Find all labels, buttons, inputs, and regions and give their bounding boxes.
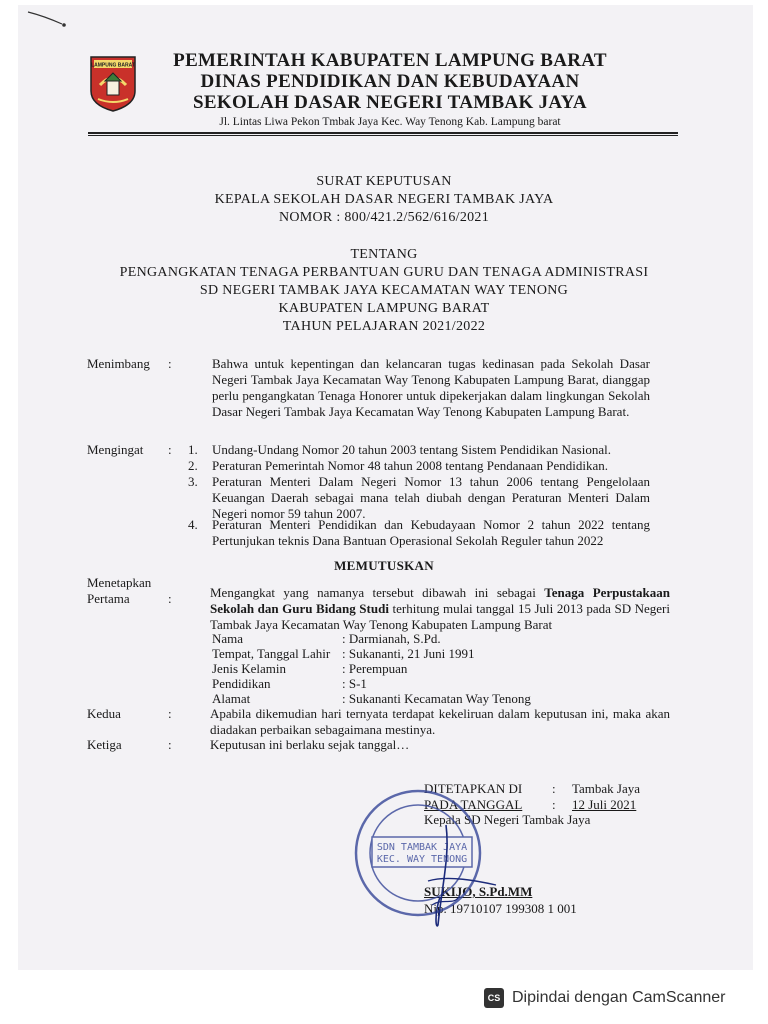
detail-value: : Darmianah, S.Pd. [342,631,441,646]
pen-mark-icon [26,8,71,28]
pertama-colon: : [168,591,172,606]
school-stamp-icon [348,785,498,935]
menimbang-text: Bahwa untuk kepentingan dan kelancaran tugas kedinasan pada Sekolah Dasar Negeri Tambak Jaya Kecamatan Way Tenong Kabupaten Lampung Barat, dianggap perlu pengangkatan Tenaga Honorer untuk dipekerjakan dalam lingkungan Sekolah Dasar Negeri Tambak Jaya Kecamatan Way Tenong Kabupaten Lampung Barat. [212,356,650,419]
camscanner-label: Dipindai dengan CamScanner [512,989,726,1006]
signatory-name: SUKIJO, S.Pd.MM [424,884,533,899]
camscanner-icon: CS [484,988,504,1008]
detail-key: Tempat, Tanggal Lahir [212,646,331,661]
signatory-position: Kepala SD Negeri Tambak Jaya [424,812,591,827]
memutuskan-heading: MEMUTUSKAN [334,558,434,573]
mengingat-label: Mengingat [87,442,144,457]
mengingat-number: 4. [188,517,198,532]
pertama-label: Pertama [87,591,130,606]
place-value: Tambak Jaya [572,781,641,796]
decree-issuer: KEPALA SEKOLAH DASAR NEGERI TAMBAK JAYA [214,192,554,207]
letterhead-divider [88,132,678,134]
pertama-text-start: Mengangkat yang namanya tersebut dibawah ini sebagai [210,585,545,600]
decree-title: SURAT KEPUTUSAN [316,174,452,189]
menimbang-colon: : [168,356,172,371]
mengingat-number: 1. [188,442,198,457]
date-value: 12 Juli 2021 [572,797,637,812]
kedua-colon: : [168,706,172,721]
mengingat-item: Peraturan Menteri Pendidikan dan Kebudayaan Nomor 2 tahun 2022 tentang Pertunjukan teknis Dana Bantuan Operasional Sekolah Reguler tahun 2022 [212,517,650,548]
ketiga-text: Keputusan ini berlaku sejak tanggal… [210,737,410,752]
date-colon: : [552,797,556,812]
letterhead-school: SEKOLAH DASAR NEGERI TAMBAK JAYA [193,92,587,113]
detail-key: Jenis Kelamin [212,661,287,676]
letterhead-address: Jl. Lintas Liwa Pekon Tmbak Jaya Kec. Way Tenong Kab. Lampung barat [219,116,561,128]
letterhead-agency: DINAS PENDIDIKAN DAN KEBUDAYAAN [200,71,580,92]
subject-line-2: SD NEGERI TAMBAK JAYA KECAMATAN WAY TENONG [199,283,569,298]
menimbang-label: Menimbang [87,356,150,371]
menetapkan-label: Menetapkan [87,575,152,590]
place-label: DITETAPKAN DI [424,781,523,796]
pertama-position: Tenaga Perpustakaan Sekolah dan Guru Bidang Studi [210,585,670,616]
mengingat-colon: : [168,442,172,457]
letterhead [150,50,630,130]
mengingat-item: Undang-Undang Nomor 20 tahun 2003 tentang Sistem Pendidikan Nasional. [212,442,611,457]
kedua-text: Apabila dikemudian hari ternyata terdapat kekeliruan dalam keputusan ini, maka akan diadakan perbaikan sebagaimana mestinya. [210,706,670,737]
detail-value: : Perempuan [342,661,408,676]
letterhead-divider-thin [88,135,678,136]
place-colon: : [552,781,556,796]
ketiga-colon: : [168,737,172,752]
detail-key: Alamat [212,691,251,706]
detail-value: : S-1 [342,676,367,691]
date-label: PADA TANGGAL [424,797,523,812]
detail-key: Nama [212,631,244,646]
mengingat-number: 3. [188,474,198,489]
regency-logo-icon [88,55,138,113]
mengingat-item: Peraturan Menteri Dalam Negeri Nomor 13 tahun 2006 tentang Pengelolaan Keuangan Daerah sebagai mana telah diubah dengan Peraturan Menteri Dalam Negeri nomor 59 tahun 2007. [212,474,650,521]
stamp-line-2: KEC. WAY TENONG [376,854,468,865]
mengingat-number: 2. [188,458,198,473]
pertama-text [210,585,670,633]
detail-key: Pendidikan [212,676,271,691]
subject-line-1: PENGANGKATAN TENAGA PERBANTUAN GURU DAN TENAGA ADMINISTRASI [119,265,649,280]
detail-value: : Sukananti Kecamatan Way Tenong [342,691,531,706]
decree-number: NOMOR : 800/421.2/562/616/2021 [278,210,490,225]
detail-value: : Sukananti, 21 Juni 1991 [342,646,475,661]
letterhead-government: PEMERINTAH KABUPATEN LAMPUNG BARAT [173,50,607,71]
logo-text: LAMPUNG BARAT [91,62,135,69]
mengingat-item: Peraturan Pemerintah Nomor 48 tahun 2008 tentang Pendanaan Pendidikan. [212,458,609,473]
signatory-nip: Nip. 19710107 199308 1 001 [424,901,577,916]
ketiga-label: Ketiga [87,737,122,752]
subject-about: TENTANG [350,247,418,262]
stamp-line-1: SDN TAMBAK JAYA [376,842,468,853]
subject-line-3: KABUPATEN LAMPUNG BARAT [278,301,490,316]
subject-line-4: TAHUN PELAJARAN 2021/2022 [282,319,486,334]
camscanner-watermark [470,978,760,1018]
pertama-text-end: terhitung mulai tanggal 15 Juli 2013 pada SD Negeri Tambak Jaya Kecamatan Way Tenong Kabupaten Lampung Barat [210,601,670,632]
kedua-label: Kedua [87,706,121,721]
